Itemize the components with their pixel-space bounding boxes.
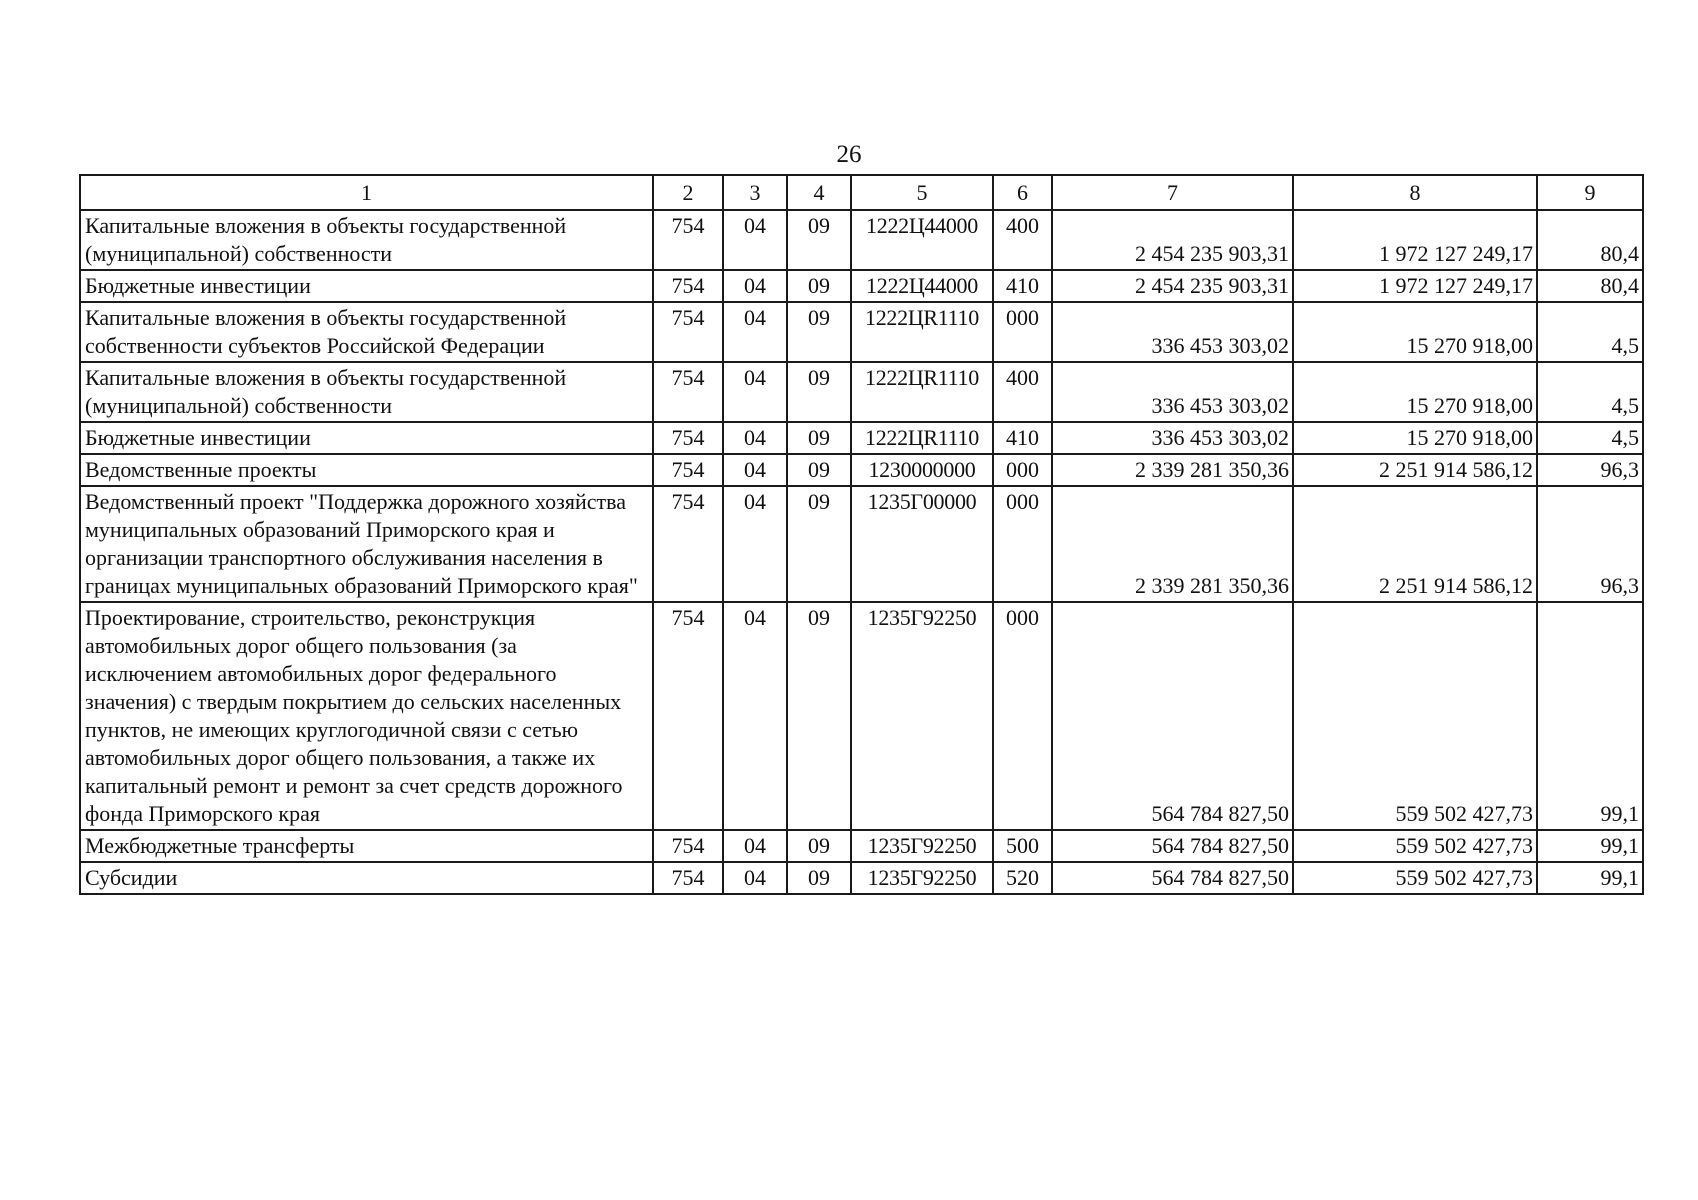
table-row bbox=[80, 362, 1643, 422]
header-cell-6: 6 bbox=[993, 175, 1052, 210]
admin-code-cell: 754 bbox=[653, 422, 723, 454]
target-article-cell: 1235Г92250 bbox=[851, 602, 993, 830]
section-cell: 04 bbox=[723, 486, 787, 602]
planned-amount-cell: 2 339 281 350,36 bbox=[1052, 486, 1293, 602]
planned-amount-cell: 336 453 303,02 bbox=[1052, 362, 1293, 422]
target-article-cell: 1222Ц44000 bbox=[851, 210, 993, 270]
target-article-cell: 1235Г00000 bbox=[851, 486, 993, 602]
admin-code-cell: 754 bbox=[653, 454, 723, 486]
row-name-cell: Субсидии bbox=[80, 862, 653, 894]
percent-cell: 96,3 bbox=[1537, 454, 1643, 486]
executed-amount-cell: 15 270 918,00 bbox=[1293, 422, 1537, 454]
planned-amount-cell: 2 454 235 903,31 bbox=[1052, 270, 1293, 302]
header-cell-3: 3 bbox=[723, 175, 787, 210]
header-cell-1: 1 bbox=[80, 175, 653, 210]
table-row bbox=[80, 422, 1643, 454]
expense-type-cell: 000 bbox=[993, 302, 1052, 362]
executed-amount-cell: 15 270 918,00 bbox=[1293, 302, 1537, 362]
subsection-cell: 09 bbox=[787, 486, 851, 602]
row-name-cell: Капитальные вложения в объекты государственной (муниципальной) собственности bbox=[80, 362, 653, 422]
executed-amount-cell: 559 502 427,73 bbox=[1293, 862, 1537, 894]
percent-cell: 96,3 bbox=[1537, 486, 1643, 602]
admin-code-cell: 754 bbox=[653, 302, 723, 362]
budget-table bbox=[79, 174, 1644, 895]
table-row bbox=[80, 454, 1643, 486]
row-name-cell: Межбюджетные трансферты bbox=[80, 830, 653, 862]
admin-code-cell: 754 bbox=[653, 830, 723, 862]
header-row bbox=[80, 175, 1643, 210]
admin-code-cell: 754 bbox=[653, 270, 723, 302]
table-row bbox=[80, 862, 1643, 894]
percent-cell: 99,1 bbox=[1537, 602, 1643, 830]
target-article-cell: 1222Ц44000 bbox=[851, 270, 993, 302]
subsection-cell: 09 bbox=[787, 602, 851, 830]
admin-code-cell: 754 bbox=[653, 362, 723, 422]
header-cell-4: 4 bbox=[787, 175, 851, 210]
target-article-cell: 1235Г92250 bbox=[851, 830, 993, 862]
section-cell: 04 bbox=[723, 422, 787, 454]
planned-amount-cell: 564 784 827,50 bbox=[1052, 862, 1293, 894]
table-row bbox=[80, 302, 1643, 362]
percent-cell: 99,1 bbox=[1537, 862, 1643, 894]
section-cell: 04 bbox=[723, 602, 787, 830]
planned-amount-cell: 564 784 827,50 bbox=[1052, 830, 1293, 862]
target-article-cell: 1222ЦR1110 bbox=[851, 302, 993, 362]
table-row bbox=[80, 830, 1643, 862]
section-cell: 04 bbox=[723, 830, 787, 862]
header-cell-2: 2 bbox=[653, 175, 723, 210]
planned-amount-cell: 564 784 827,50 bbox=[1052, 602, 1293, 830]
expense-type-cell: 500 bbox=[993, 830, 1052, 862]
section-cell: 04 bbox=[723, 362, 787, 422]
target-article-cell: 1222ЦR1110 bbox=[851, 362, 993, 422]
admin-code-cell: 754 bbox=[653, 210, 723, 270]
section-cell: 04 bbox=[723, 862, 787, 894]
subsection-cell: 09 bbox=[787, 270, 851, 302]
executed-amount-cell: 559 502 427,73 bbox=[1293, 602, 1537, 830]
header-cell-8: 8 bbox=[1293, 175, 1537, 210]
executed-amount-cell: 1 972 127 249,17 bbox=[1293, 210, 1537, 270]
table-row bbox=[80, 270, 1643, 302]
executed-amount-cell: 559 502 427,73 bbox=[1293, 830, 1537, 862]
target-article-cell: 1222ЦR1110 bbox=[851, 422, 993, 454]
admin-code-cell: 754 bbox=[653, 602, 723, 830]
page-number: 26 bbox=[836, 141, 862, 168]
subsection-cell: 09 bbox=[787, 422, 851, 454]
percent-cell: 4,5 bbox=[1537, 362, 1643, 422]
row-name-cell: Ведомственный проект "Поддержка дорожного хозяйства муниципальных образований Приморского края и организации транспортного обслуживания населения в границах муниципальных образований Приморского края" bbox=[80, 486, 653, 602]
expense-type-cell: 410 bbox=[993, 270, 1052, 302]
target-article-cell: 1235Г92250 bbox=[851, 862, 993, 894]
admin-code-cell: 754 bbox=[653, 486, 723, 602]
admin-code-cell: 754 bbox=[653, 862, 723, 894]
table-row bbox=[80, 602, 1643, 830]
expense-type-cell: 520 bbox=[993, 862, 1052, 894]
section-cell: 04 bbox=[723, 454, 787, 486]
row-name-cell: Ведомственные проекты bbox=[80, 454, 653, 486]
expense-type-cell: 410 bbox=[993, 422, 1052, 454]
subsection-cell: 09 bbox=[787, 454, 851, 486]
section-cell: 04 bbox=[723, 302, 787, 362]
planned-amount-cell: 2 339 281 350,36 bbox=[1052, 454, 1293, 486]
percent-cell: 4,5 bbox=[1537, 422, 1643, 454]
planned-amount-cell: 336 453 303,02 bbox=[1052, 422, 1293, 454]
percent-cell: 80,4 bbox=[1537, 210, 1643, 270]
percent-cell: 4,5 bbox=[1537, 302, 1643, 362]
expense-type-cell: 000 bbox=[993, 454, 1052, 486]
table-row bbox=[80, 486, 1643, 602]
planned-amount-cell: 336 453 303,02 bbox=[1052, 302, 1293, 362]
subsection-cell: 09 bbox=[787, 210, 851, 270]
row-name-cell: Бюджетные инвестиции bbox=[80, 422, 653, 454]
expense-type-cell: 000 bbox=[993, 486, 1052, 602]
header-cell-7: 7 bbox=[1052, 175, 1293, 210]
executed-amount-cell: 15 270 918,00 bbox=[1293, 362, 1537, 422]
expense-type-cell: 400 bbox=[993, 362, 1052, 422]
subsection-cell: 09 bbox=[787, 862, 851, 894]
row-name-cell: Капитальные вложения в объекты государственной собственности субъектов Российской Федерации bbox=[80, 302, 653, 362]
subsection-cell: 09 bbox=[787, 830, 851, 862]
header-cell-9: 9 bbox=[1537, 175, 1643, 210]
executed-amount-cell: 1 972 127 249,17 bbox=[1293, 270, 1537, 302]
row-name-cell: Проектирование, строительство, реконструкция автомобильных дорог общего пользования (за исключением автомобильных дорог федерального значения) с твердым покрытием до сельских населенных пунктов, не имеющих круглогодичной связи с сетью автомобильных дорог общего пользования, а также их капитальный ремонт и ремонт за счет средств дорожного фонда Приморского края bbox=[80, 602, 653, 830]
subsection-cell: 09 bbox=[787, 362, 851, 422]
expense-type-cell: 000 bbox=[993, 602, 1052, 830]
section-cell: 04 bbox=[723, 270, 787, 302]
row-name-cell: Капитальные вложения в объекты государственной (муниципальной) собственности bbox=[80, 210, 653, 270]
target-article-cell: 1230000000 bbox=[851, 454, 993, 486]
executed-amount-cell: 2 251 914 586,12 bbox=[1293, 486, 1537, 602]
table-row bbox=[80, 210, 1643, 270]
percent-cell: 80,4 bbox=[1537, 270, 1643, 302]
header-cell-5: 5 bbox=[851, 175, 993, 210]
subsection-cell: 09 bbox=[787, 302, 851, 362]
executed-amount-cell: 2 251 914 586,12 bbox=[1293, 454, 1537, 486]
percent-cell: 99,1 bbox=[1537, 830, 1643, 862]
section-cell: 04 bbox=[723, 210, 787, 270]
expense-type-cell: 400 bbox=[993, 210, 1052, 270]
row-name-cell: Бюджетные инвестиции bbox=[80, 270, 653, 302]
planned-amount-cell: 2 454 235 903,31 bbox=[1052, 210, 1293, 270]
